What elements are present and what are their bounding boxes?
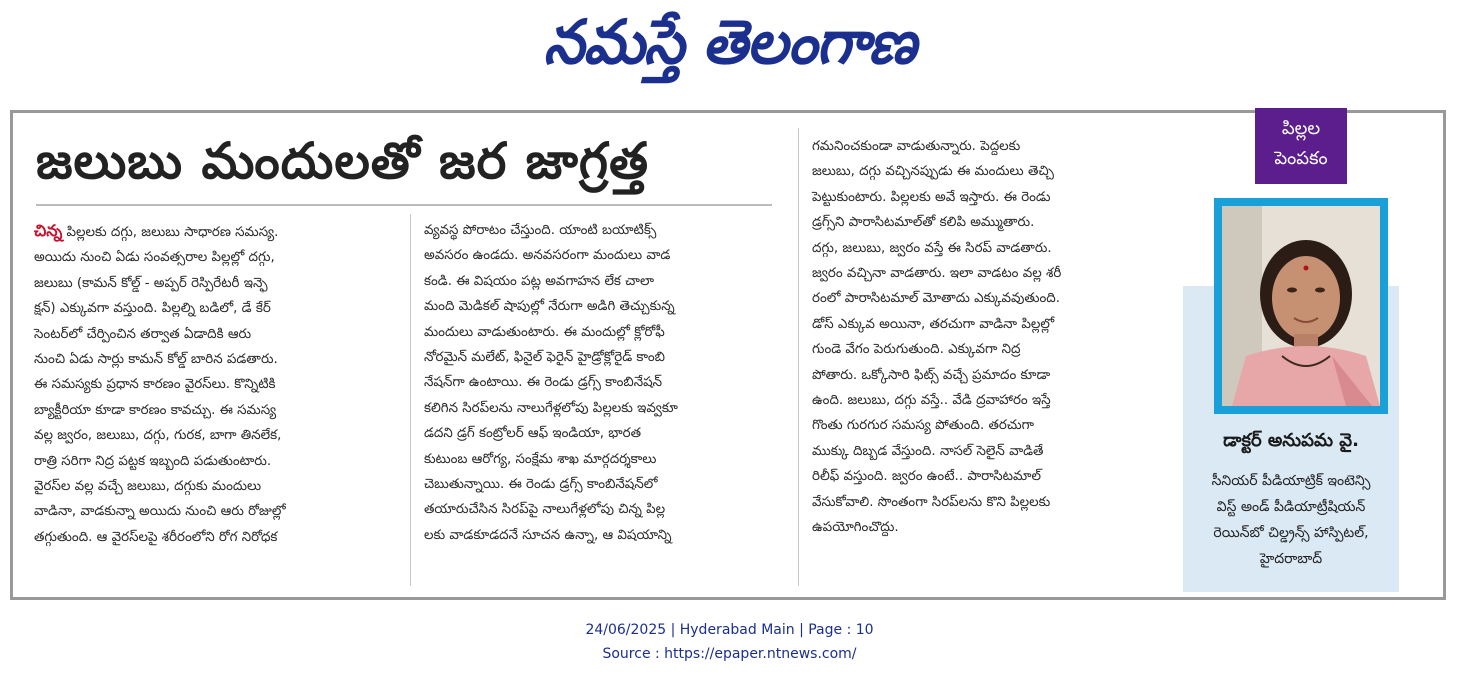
author-desc-line: రెయిన్‌బో చిల్డ్రన్స్ హాస్పిటల్, (1213, 525, 1369, 541)
column-line: వేసుకోవాలి. సొంతంగా సిరప్‌లను కొని పిల్లలకు (812, 494, 1051, 510)
column-line: జలుబు, దగ్గు వచ్చినప్పుడు ఈ మందులు తెచ్చి (812, 164, 1054, 180)
page-footer (0, 618, 1459, 666)
column-line: జ్వరం వచ్చినా వాడతారు. ఇలా వాడటం వల్ల శరీ (812, 266, 1062, 282)
section-tag-line: పెంపకం (1274, 148, 1328, 169)
column-line: కుటుంబ ఆరోగ్య, సంక్షేమ శాఖ మార్గదర్శకాలు (424, 451, 657, 467)
source-link[interactable]: Source : https://epaper.ntnews.com/ (602, 646, 857, 662)
author-name: డాక్టర్ అనుపమ వై. (1223, 430, 1359, 451)
column-line: చెబుతున్నాయి. ఈ రెండు డ్రగ్స్ కాంబినేషన్‌లో (424, 477, 658, 493)
author-desc-line: విస్ట్ అండ్ పీడియాట్రీషియన్ (1216, 499, 1366, 515)
author-designation (1183, 468, 1399, 572)
column-line: పోతారు. ఒక్కోసారి ఫిట్స్ వచ్చే ప్రమాదం కూడా (812, 367, 1051, 383)
article-headline: జలుబు మందులతో జర జాగ్రత్త (36, 132, 649, 190)
author-desc-line: సీనియర్ పీడియాట్రిక్ ఇంటెన్సి (1211, 473, 1371, 489)
column-line: కలిగిన సిరప్‌లను నాలుగేళ్లలోపు పిల్లలకు ఇవ్వకూ (424, 400, 678, 416)
section-tag-line: పిల్లల (1281, 118, 1321, 139)
frame-border-top (10, 110, 1446, 113)
column-line: మందులు వాడుతుంటారు. ఈ మందుల్లో క్లోరోఫీ (424, 324, 665, 340)
column-divider (410, 214, 411, 586)
frame-border-right (1443, 110, 1446, 600)
column-line-text: పిల్లలకు దగ్గు, జలుబు సాధారణ సమస్య. (62, 225, 279, 240)
column-line: అవసరం ఉండదు. అనవసరంగా మందులు వాడ (424, 248, 671, 264)
headline-divider (36, 204, 772, 206)
column-line: తగ్గుతుంది. ఆ వైరస్‌లపై శరీరంలోని రోగ నిరోధక (34, 529, 278, 545)
column-line: క్షన్) ఎక్కువగా వస్తుంది. పిల్లల్ని బడిలో, డే కేర్ (34, 301, 271, 317)
column-line: నుంచి ఏడు సార్లు కామన్ కోల్డ్ బారిన పడతారు. (34, 352, 278, 368)
article-column-3 (812, 134, 1162, 541)
frame-border-bottom (10, 597, 1446, 600)
column-line: గొంతు గురగుర సమస్య పోతుంది. తరచుగా (812, 418, 1035, 434)
masthead (0, 2, 1459, 82)
column-line: వ్యవస్థ పోరాటం చేస్తుంది. యాంటి బయాటిక్స్ (424, 223, 657, 238)
column-line: జలుబు (కామన్ కోల్డ్ - అప్పర్ రెస్పిరేటరీ ఇన్ఫె (34, 275, 268, 291)
column-line: కండి. ఈ విషయం పట్ల అవగాహన లేక చాలా (424, 273, 654, 289)
column-line: ఈ సమస్యకు ప్రధాన కారణం వైరస్‌లు. కొన్నిటికి (34, 377, 276, 393)
column-line: గమనించకుండా వాడుతున్నారు. పెద్దలకు (812, 139, 1021, 154)
column-line: వాడినా, వాడకున్నా అయిదు నుంచి ఆరు రోజుల్లో (34, 504, 286, 520)
column-line: రిలీఫ్ వస్తుంది. జ్వరం ఉంటే.. పారాసిటమాల్ (812, 469, 1041, 485)
frame-border-left (10, 110, 13, 600)
article-column-1 (34, 218, 394, 550)
column-line: దగ్గు, జలుబు, జ్వరం వస్తే ఈ సిరప్ వాడతారు. (812, 240, 1052, 256)
author-photo (1222, 206, 1380, 406)
newspaper-logo: నమస్తే తెలంగాణ (543, 6, 916, 78)
section-tag (1255, 108, 1347, 184)
column-line: ముక్కు దిబ్బడ వేస్తుంది. నాసల్ సెలైన్ వాడితే (812, 443, 1044, 459)
column-line: మంది మెడికల్ షాపుల్లో నేరుగా అడిగి తెచ్చుకున్న (424, 299, 675, 315)
column-line: పెట్టుకుంటారు. పిల్లలకు అవే ఇస్తారు. ఈ రెండు (812, 189, 1051, 205)
column-line: తయారుచేసిన సిరప్‌పై నాలుగేళ్లలోపు చిన్న పిల్ల (424, 502, 666, 518)
dropcap-word: చిన్న (34, 221, 63, 240)
column-line: రంలో పారాసిటమాల్ మోతాదు ఎక్కువవుతుంది. (812, 291, 1060, 307)
column-line: నేషన్‌గా ఉంటాయి. ఈ రెండు డ్రగ్స్ కాంబినేషన్ (424, 375, 663, 391)
article-column-2 (424, 218, 784, 548)
column-line: అయిదు నుంచి ఏడు సంవత్సరాల పిల్లల్లో దగ్గు, (34, 250, 275, 266)
column-line: వైరస్‌ల వల్ల వచ్చే జలుబు, దగ్గుకు మందులు (34, 479, 262, 495)
column-line: వల్ల జ్వరం, జలుబు, దగ్గు, గురక, బాగా తినలేక, (34, 428, 282, 444)
column-line: ఉపయోగించొద్దు. (812, 520, 899, 536)
column-divider (798, 128, 799, 586)
column-line: డోస్ ఎక్కువ అయినా, తరచుగా వాడినా పిల్లల్లో (812, 316, 1055, 332)
author-desc-line: హైదరాబాద్ (1259, 551, 1323, 567)
column-line (34, 218, 394, 245)
column-line: డదని డ్రగ్ కంట్రోలర్ ఆఫ్ ఇండియా, భారత (424, 426, 642, 442)
column-line: రాత్రి సరిగా నిద్ర పట్టక ఇబ్బంది పడుతుంటారు. (34, 453, 272, 469)
column-line: నోరమైన్ మలేట్, ఫినైల్ ఫెరైన్ హైడ్రోక్లోరైడ్ కాంబి (424, 350, 665, 366)
column-line: గుండె వేగం పెరుగుతుంది. ఎక్కువగా నిద్ర (812, 342, 1021, 358)
edition-info: 24/06/2025 | Hyderabad Main | Page : 10 (585, 622, 874, 638)
column-line: ఉంది. జలుబు, దగ్గు వస్తే.. వేడి ద్రవాహారం ఇస్తే (812, 393, 1051, 409)
column-line: బ్యాక్టీరియా కూడా కారణం కావచ్చు. ఈ సమస్య (34, 402, 277, 418)
column-line: డ్రగ్స్‌ని పారాసిటమాల్‌తో కలిపి అమ్ముతారు. (812, 215, 1035, 231)
column-line: లకు వాడకూడదనే సూచన ఉన్నా, ఆ విషయాన్ని (424, 527, 672, 543)
column-line: సెంటర్‌లో చేర్పించిన తర్వాత ఏడాదికి ఆరు (34, 326, 252, 342)
